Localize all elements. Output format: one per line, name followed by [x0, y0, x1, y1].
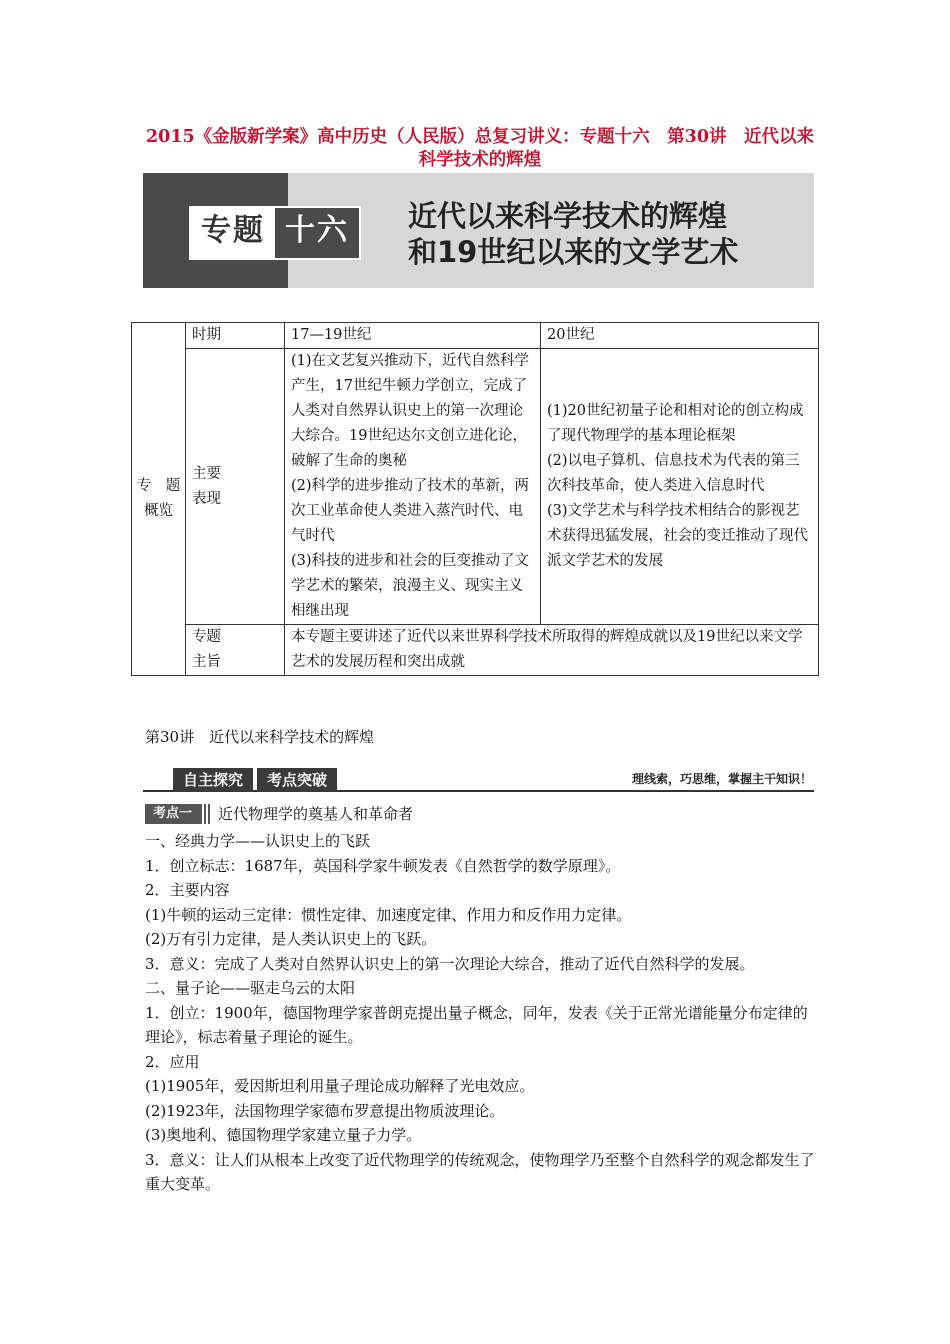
banner-title-line1: 近代以来科学技术的辉煌 — [408, 199, 728, 233]
topic-aim-cell: 本专题主要讲述了近代以来世界科学技术所取得的辉煌成就以及19世纪以来文学艺术的发展历程和突出成就 — [285, 625, 819, 676]
kaodian-stripes-icon — [200, 804, 210, 824]
body-line: 一、经典力学——认识史上的飞跃 — [145, 832, 371, 850]
body-line: 二、量子论——驱走乌云的太阳 — [145, 979, 356, 997]
kaodian-header — [145, 803, 413, 824]
body-line: 3．意义：完成了人类对自然界认识史上的第一次理论大综合，推动了近代自然科学的发展。 — [145, 954, 755, 973]
topic-aim-label: 专题 主旨 — [186, 625, 285, 676]
topic-overview-table — [131, 322, 819, 676]
tab-key-points: 考点突破 — [257, 768, 337, 792]
body-text — [145, 829, 820, 1197]
bar-tabs — [173, 768, 341, 792]
kaodian-badge: 考点一 — [145, 804, 200, 824]
main-performance-label: 主要 表现 — [186, 349, 285, 625]
topic-overview-label: 专 题 概览 — [132, 323, 186, 676]
col-20-header: 20世纪 — [541, 323, 819, 349]
banner-tag-right: 十六 — [275, 208, 359, 258]
body-line: (2)万有引力定律，是人类认识史上的飞跃。 — [145, 930, 437, 948]
body-line: (3)奥地利、德国物理学家建立量子力学。 — [145, 1126, 422, 1144]
body-line: 3．意义：让人们从根本上改变了近代物理学的传统观念，使物理学乃至整个自然科学的观念都发生了重大变革。 — [145, 1150, 815, 1193]
lecture-heading: 第30讲 近代以来科学技术的辉煌 — [145, 728, 375, 746]
kaodian-title: 近代物理学的奠基人和革命者 — [218, 805, 414, 823]
banner-tag — [189, 206, 361, 260]
banner-title — [408, 198, 738, 270]
body-line: 2．应用 — [145, 1052, 200, 1071]
banner-title-line2: 和19世纪以来的文学艺术 — [408, 235, 739, 269]
body-line: (1)牛顿的运动三定律：惯性定律、加速度定律、作用力和反作用力定律。 — [145, 905, 632, 924]
bar-slogan: 理线索，巧思维，掌握主干知识！ — [631, 772, 812, 786]
body-line: 1．创立标志：1687年，英国科学家牛顿发表《自然哲学的数学原理》。 — [145, 856, 621, 875]
main-17-19-cell: (1)在文艺复兴推动下，近代自然科学产生，17世纪牛顿力学创立，完成了人类对自然界认识史上的第一次理论大综合。19世纪达尔文创立进化论，破解了生命的奥秘 (2)科学的进步推动了技术的革新，两次工业革命使人类进入蒸汽时代、电气时代 (3)科技的进步和社会的巨变推动了文学艺术的繁荣，浪漫主义、现实主义相继出现 — [285, 349, 541, 625]
document-title: 2015《金版新学案》高中历史（人民版）总复习讲义：专题十六 第30讲 近代以来科学技术的辉煌 — [145, 127, 815, 170]
topic-banner — [143, 173, 814, 288]
period-label: 时期 — [186, 323, 285, 349]
body-line: 2．主要内容 — [145, 881, 230, 899]
body-line: (2)1923年，法国物理学家德布罗意提出物质波理论。 — [145, 1101, 505, 1120]
banner-tag-left: 专题 — [191, 208, 275, 258]
body-line: 1．创立：1900年，德国物理学家普朗克提出量子概念，同年，发表《关于正常光谱能量分布定律的理论》，标志着量子理论的诞生。 — [145, 1003, 808, 1046]
main-20-cell: (1)20世纪初量子论和相对论的创立构成了现代物理学的基本理论框架 (2)以电子算机、信息技术为代表的第三次科技革命，使人类进入信息时代 (3)文学艺术与科学技术相结合的影视艺术获得迅猛发展，社会的变迁推动了现代派文学艺术的发展 — [541, 349, 819, 625]
body-line: (1)1905年，爱因斯坦利用量子理论成功解释了光电效应。 — [145, 1077, 535, 1095]
tab-self-explore: 自主探究 — [173, 768, 253, 792]
section-bar — [143, 768, 814, 794]
col-17-19-header: 17—19世纪 — [285, 323, 541, 349]
